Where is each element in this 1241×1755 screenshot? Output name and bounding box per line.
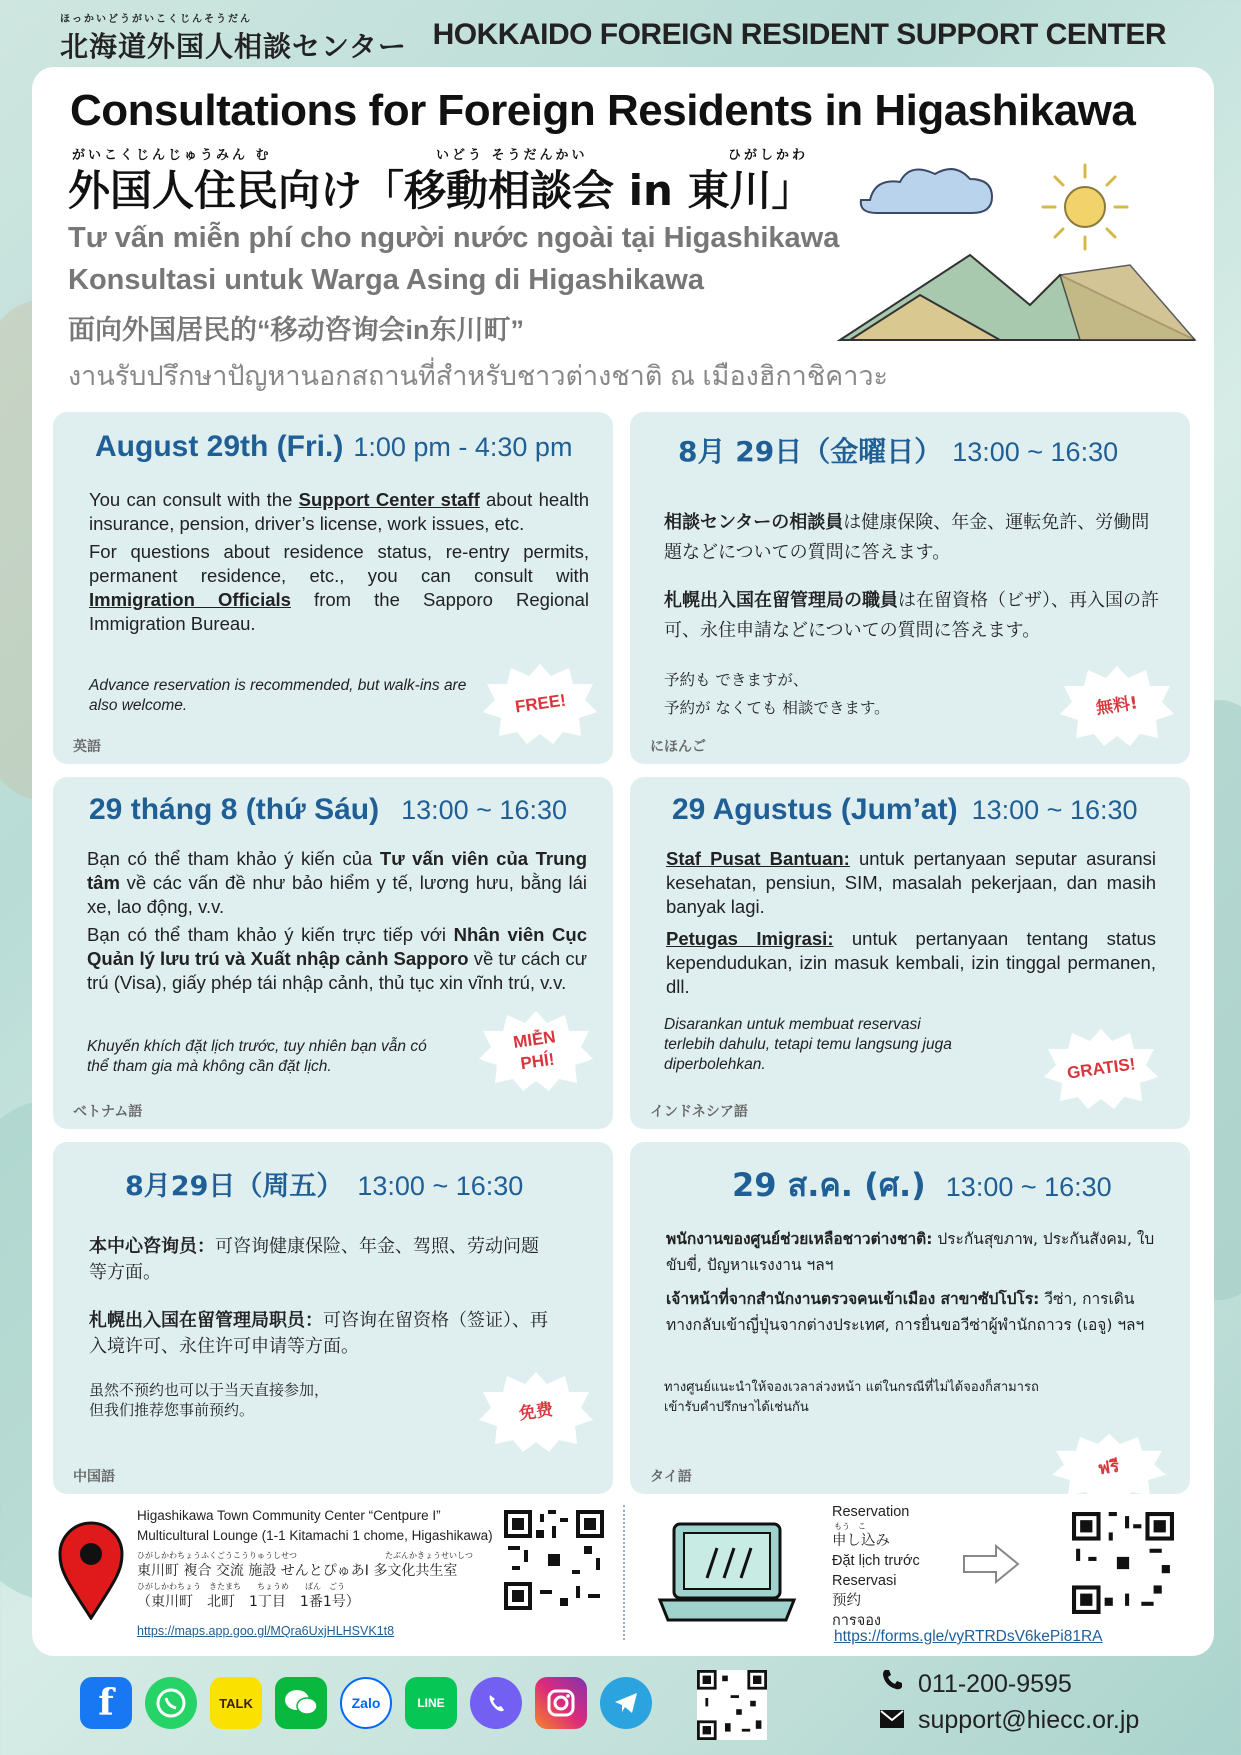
date-text: August 29th (Fri.) bbox=[95, 430, 344, 463]
badge-text: 免费 bbox=[517, 1399, 555, 1425]
kakaotalk-icon[interactable] bbox=[210, 1677, 262, 1729]
reservation-note bbox=[664, 666, 984, 722]
body-text: về các vấn đề như bảo hiểm y tế, lương hưu, bằng lái xe, lao động, v.v. bbox=[87, 872, 587, 917]
time-text: 13:00 ~ 16:30 bbox=[357, 1171, 524, 1201]
card-english bbox=[53, 412, 613, 764]
venue-ruby: ひがしかわちょう きたまち ちょうめ ばん ごう bbox=[137, 1582, 345, 1591]
badge-text: FREE! bbox=[513, 690, 567, 717]
card-date bbox=[125, 1164, 523, 1203]
card-body bbox=[666, 847, 1156, 1003]
cloud-icon bbox=[861, 169, 992, 213]
free-badge bbox=[1050, 1432, 1168, 1504]
map-qr-code bbox=[504, 1510, 604, 1610]
zalo-label: Zalo bbox=[351, 1695, 381, 1711]
body-text: 可咨询健康保险、年金、驾照、劳动问题等方面。 bbox=[89, 1236, 539, 1283]
reservation-label: Reservation bbox=[832, 1504, 910, 1520]
title-indonesian: Konsultasi untuk Warga Asing di Higashikawa bbox=[68, 264, 704, 296]
language-tag: タイ語 bbox=[650, 1469, 692, 1485]
time-text: 13:00 ~ 16:30 bbox=[971, 795, 1138, 825]
card-body bbox=[666, 1226, 1156, 1342]
body-text: về tư cách cư trú (Visa), giấy phép tái nhập cảnh, thủ tục xin vĩnh trú, v.v. bbox=[87, 948, 587, 993]
reservation-labels bbox=[832, 1502, 920, 1631]
mountain-sun-illustration bbox=[830, 145, 1200, 345]
badge-text: GRATIS! bbox=[1065, 1054, 1137, 1083]
title-furigana-1: がいこくじんじゅうみん む bbox=[72, 148, 272, 163]
header-ruby: ほっかいどうがいこくじんそうだん bbox=[60, 14, 252, 25]
immigration-officials-label: Petugas Imigrasi: bbox=[666, 928, 834, 949]
card-body bbox=[664, 508, 1164, 650]
venue-jp-line: 東川町 複合 交流 施設 せんとぴゅあⅠ 多文化共生室 bbox=[137, 1563, 458, 1579]
language-tag: 中国語 bbox=[73, 1469, 115, 1485]
wechat-icon[interactable] bbox=[275, 1677, 327, 1729]
divider bbox=[623, 1505, 625, 1640]
date-text: 29 ส.ค. (ศ.) bbox=[732, 1166, 926, 1204]
note-line: 予約も できますが、 bbox=[664, 671, 809, 689]
date-text: 29 Agustus (Jum’at) bbox=[672, 793, 958, 826]
title-furigana-3: ひがしかわ bbox=[728, 148, 809, 163]
email-contact bbox=[880, 1706, 1139, 1735]
immigration-staff-label: 札幌出入国在留管理局の職員 bbox=[664, 590, 898, 611]
immigration-officials-label: Immigration Officials bbox=[89, 589, 291, 610]
card-body bbox=[89, 1234, 549, 1364]
title-vietnamese: Tư vấn miễn phí cho người nước ngoài tại Higashikawa bbox=[68, 222, 840, 254]
reservation-note: Advance reservation is recommended, but walk-ins are also welcome. bbox=[89, 677, 467, 714]
zalo-icon[interactable] bbox=[340, 1677, 392, 1729]
free-badge bbox=[477, 1370, 595, 1454]
time-text: 1:00 pm - 4:30 pm bbox=[353, 432, 573, 462]
reservation-note: Disarankan untuk membuat reservasi terlebih dahulu, tetapi temu langsung juga diperbolehkan. bbox=[664, 1016, 952, 1073]
reservation-ruby: もう こ bbox=[834, 1522, 866, 1531]
card-indonesian bbox=[630, 777, 1190, 1129]
card-vietnamese bbox=[53, 777, 613, 1129]
instagram-icon[interactable] bbox=[535, 1677, 587, 1729]
whatsapp-icon[interactable] bbox=[145, 1677, 197, 1729]
card-date bbox=[89, 793, 567, 827]
consultant-label: 相談センターの相談員 bbox=[664, 512, 844, 533]
body-text: วีซ่า, การเดินทางกลับเข้าญี่ปุ่นจากต่างประเทศ, การยื่นขอวีซ่าผู้พำนักถาวร (เอจู) ฯลฯ bbox=[666, 1290, 1145, 1334]
reservation-note: Khuyến khích đặt lịch trước, tuy nhiên bạn vẫn có thể tham gia mà không cần đặt lịch. bbox=[87, 1038, 427, 1075]
card-body bbox=[89, 488, 589, 640]
immigration-staff-label: เจ้าหน้าที่จากสำนักงานตรวจคนเข้าเมือง สาขาซัปโปโร: bbox=[666, 1290, 1040, 1308]
reservation-label: Đặt lịch trước bbox=[832, 1553, 920, 1569]
body-text: 可咨询在留资格（签证）、再入境许可、永住许可申请等方面。 bbox=[89, 1310, 548, 1357]
free-badge bbox=[1058, 664, 1176, 748]
arrow-right-icon bbox=[962, 1544, 1020, 1584]
title-japanese bbox=[68, 148, 814, 215]
line-label: LINE bbox=[417, 1696, 445, 1710]
card-thai bbox=[630, 1142, 1190, 1494]
reservation-label: Reservasi bbox=[832, 1573, 897, 1589]
support-staff-label: Support Center staff bbox=[298, 489, 480, 510]
badge-text: ฟรี bbox=[1097, 1456, 1121, 1480]
card-body bbox=[87, 847, 587, 999]
immigration-staff-label: 札幌出入国在留管理局职员： bbox=[89, 1310, 323, 1331]
card-japanese bbox=[630, 412, 1190, 764]
card-date bbox=[678, 430, 1118, 470]
time-text: 13:00 ~ 16:30 bbox=[401, 795, 567, 825]
kakaotalk-label: TALK bbox=[219, 1695, 253, 1711]
time-text: 13:00 ~ 16:30 bbox=[945, 1172, 1112, 1202]
card-date bbox=[672, 793, 1138, 827]
body-text: Bạn có thể tham khảo ý kiến trực tiếp với bbox=[87, 924, 454, 945]
language-tag: 英語 bbox=[73, 739, 101, 755]
mountains-icon bbox=[840, 255, 1195, 340]
body-text: ประกันสุขภาพ, ประกันสังคม, ใบขับขี่, ปัญหาแรงงาน ฯลฯ bbox=[666, 1230, 1155, 1274]
title-chinese: 面向外国居民的“移动咨询会in东川町” bbox=[68, 315, 524, 345]
badge-text: 無料! bbox=[1094, 693, 1140, 719]
reservation-qr-code bbox=[1072, 1512, 1174, 1614]
body-text: about health insurance, pension, driver’s license, work issues, etc. bbox=[89, 489, 589, 534]
phone-contact bbox=[880, 1668, 1072, 1699]
body-text: from the Sapporo Regional Immigration Bureau. bbox=[89, 589, 590, 634]
note-line: 予約が なくても 相談できます。 bbox=[664, 699, 890, 717]
telegram-icon[interactable] bbox=[600, 1677, 652, 1729]
language-tag: ベトナム語 bbox=[73, 1104, 143, 1120]
body-text: は在留資格（ビザ）、再入国の許可、永住申請などについての質問に答えます。 bbox=[664, 590, 1159, 641]
reservation-label: 预约 bbox=[832, 1593, 861, 1609]
language-tag: にほんご bbox=[650, 739, 706, 755]
title-english: Consultations for Foreign Residents in Higashikawa bbox=[70, 86, 1136, 135]
reservation-label: การจอง bbox=[832, 1613, 881, 1629]
reservation-note bbox=[89, 1380, 409, 1420]
consultant-label: พนักงานของศูนย์ช่วยเหลือชาวต่างชาติ: bbox=[666, 1230, 933, 1248]
card-chinese bbox=[53, 1142, 613, 1494]
phone-icon bbox=[880, 1668, 908, 1699]
immigration-staff-label: Nhân viên Cục Quản lý lưu trú và Xuất nhập cảnh Sapporo bbox=[87, 924, 587, 969]
sns-qr-code bbox=[697, 1670, 767, 1740]
badge-text: MIỄN PHÍ! bbox=[512, 1027, 557, 1074]
title-furigana-2: いどう そうだんかい bbox=[436, 148, 588, 163]
header-en-title: HOKKAIDO FOREIGN RESIDENT SUPPORT CENTER bbox=[432, 18, 1166, 51]
laptop-icon bbox=[652, 1518, 802, 1626]
date-text: 8月 29日（金曜日） bbox=[678, 435, 943, 468]
body-text: untuk pertanyaan seputar asuransi kesehatan, pensiun, SIM, masalah pekerjaan, dan masih banyak lagi. bbox=[666, 848, 1156, 917]
date-text: 8月29日（周五） bbox=[125, 1171, 344, 1202]
email-address[interactable]: support@hiecc.or.jp bbox=[918, 1706, 1140, 1734]
free-badge bbox=[1042, 1027, 1160, 1111]
venue-jp-line: （東川町 北町 1丁目 1番1号） bbox=[137, 1594, 360, 1610]
phone-number[interactable]: 011-200-9595 bbox=[918, 1670, 1072, 1698]
card-date bbox=[732, 1160, 1112, 1211]
consultant-label: 本中心咨询员： bbox=[89, 1236, 215, 1257]
body-text: untuk pertanyaan tentang status kependudukan, izin masuk kembali, izin tinggal permanen, dll. bbox=[666, 928, 1156, 997]
body-text: For questions about residence status, re-entry permits, permanent residence, etc., you can consult with bbox=[89, 541, 589, 586]
date-text: 29 tháng 8 (thứ Sáu) bbox=[89, 793, 380, 826]
title-jp-text: 外国人住民向け「移動相談会 in 東川」 bbox=[68, 166, 814, 215]
body-text: は健康保険、年金、運転免許、労働問題などについての質問に答えます。 bbox=[664, 512, 1150, 563]
venue-en-line: Higashikawa Town Community Center “Centpure I” bbox=[137, 1508, 441, 1523]
note-line: 但我们推荐您事前预约。 bbox=[89, 1401, 255, 1419]
map-link[interactable]: https://maps.app.goo.gl/MQra6UxjHLHSVK1t8 bbox=[137, 1624, 395, 1638]
facebook-icon[interactable]: f bbox=[80, 1677, 132, 1729]
support-staff-label: Staf Pusat Bantuan: bbox=[666, 848, 850, 869]
language-tag: インドネシア語 bbox=[650, 1104, 748, 1120]
body-text: You can consult with the bbox=[89, 489, 299, 510]
viber-icon[interactable] bbox=[470, 1677, 522, 1729]
venue-ruby: ひがしかわちょうふくごうこうりゅうしせつ たぶんかきょうせいしつ bbox=[137, 1551, 473, 1560]
free-badge bbox=[477, 1009, 595, 1093]
reservation-note: ทางศูนย์แนะนำให้จองเวลาล่วงหน้า แต่ในกรณีที่ไม่ได้จองก็สามารถเข้ารับคำปรึกษาได้เช่นกัน bbox=[664, 1380, 1039, 1415]
consultant-label: Tư vấn viên của Trung tâm bbox=[87, 848, 587, 893]
venue-info bbox=[137, 1506, 493, 1612]
venue-en-line: Multicultural Lounge (1-1 Kitamachi 1 chome, Higashikawa) bbox=[137, 1528, 493, 1543]
title-thai: งานรับปรึกษาปัญหานอกสถานที่สำหรับชาวต่างชาติ ณ เมืองฮิกาชิคาวะ bbox=[68, 361, 889, 391]
line-icon[interactable] bbox=[405, 1677, 457, 1729]
sun-icon bbox=[1043, 165, 1127, 249]
reservation-label: 申し込み bbox=[832, 1533, 890, 1549]
header-jp-title: 北海道外国人相談センター bbox=[60, 30, 407, 63]
body-text: Bạn có thể tham khảo ý kiến của bbox=[87, 848, 380, 869]
free-badge bbox=[481, 662, 599, 746]
card-date bbox=[95, 430, 572, 464]
note-line: 虽然不预约也可以于当天直接参加， bbox=[89, 1381, 330, 1399]
map-pin-icon bbox=[56, 1520, 126, 1620]
hiecc-jp-logo bbox=[60, 10, 407, 65]
time-text: 13:00 ~ 16:30 bbox=[952, 437, 1119, 467]
mail-icon bbox=[880, 1706, 908, 1735]
reservation-form-link[interactable]: https://forms.gle/vyRTRDsV6kePi81RA bbox=[834, 1628, 1103, 1645]
